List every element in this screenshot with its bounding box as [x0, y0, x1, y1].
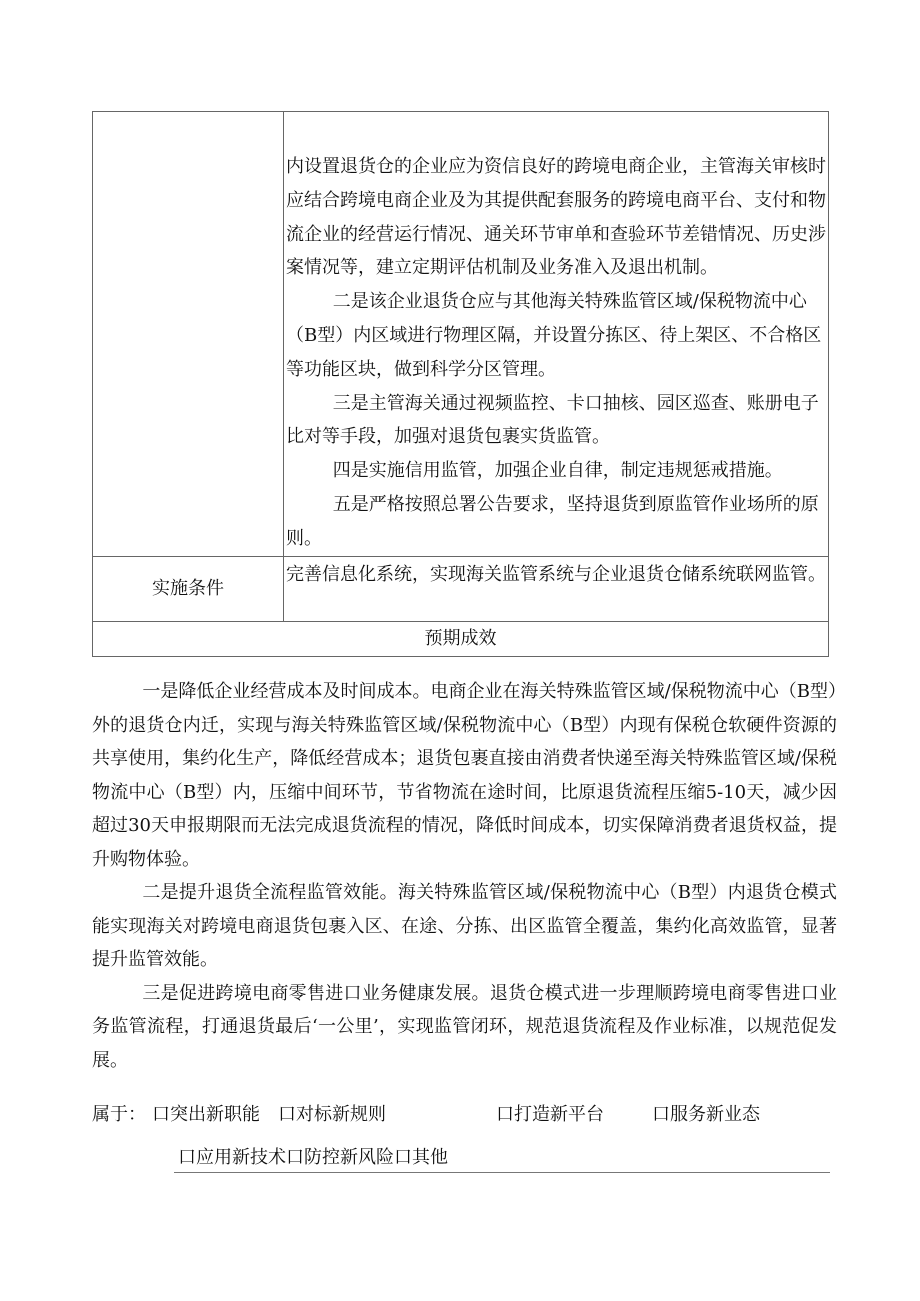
measures-text-cell — [284, 112, 829, 557]
option-other[interactable]: 口其他 — [394, 1147, 448, 1168]
measure-paragraph-5: 五是严格按照总署公告要求，坚持退货到原监管作业场所的原则。 — [286, 493, 819, 549]
category-label: 属于： — [92, 1104, 146, 1125]
expected-header: 预期成效 — [93, 621, 829, 656]
option-new-tech[interactable]: 口应用新技术 — [178, 1147, 286, 1168]
expected-results-body — [92, 675, 837, 1077]
expected-paragraph-2: 二是提升退货全流程监管效能。海关特殊监管区域/保税物流中心（B型）内退货仓模式能实现海关对跨境电商退货包裹入区、在途、分拣、出区监管全覆盖，集约化高效监管，显著提升监管效能。 — [92, 882, 837, 970]
measures-table — [92, 111, 829, 657]
conditions-label: 实施条件 — [93, 556, 284, 621]
category-row-2 — [178, 1143, 448, 1169]
category-row-1 — [92, 1100, 832, 1134]
measure-paragraph-2: 二是该企业退货仓应与其他海关特殊监管区域/保税物流中心（B型）内区域进行物理区隔，并设置分拣区、待上架区、不合格区等功能区块，做到科学分区管理。 — [286, 291, 822, 380]
bottom-divider — [174, 1172, 830, 1173]
conditions-row — [93, 556, 829, 621]
category-selection — [92, 1100, 832, 1168]
conditions-text: 完善信息化系统，实现海关监管系统与企业退货仓储系统联网监管。 — [286, 563, 826, 585]
option-new-platform[interactable]: 口打造新平台 — [496, 1104, 604, 1125]
measure-paragraph-1: 内设置退货仓的企业应为资信良好的跨境电商企业，主管海关审核时应结合跨境电商企业及为其提供配套服务的跨境电商平台、支付和物流企业的经营运行情况、通关环节审单和查验环节差错情况、历史涉案情况等，建立定期评估机制及业务准入及退出机制。 — [286, 156, 826, 279]
option-new-risk[interactable]: 口防控新风险 — [286, 1147, 394, 1168]
measure-paragraph-3: 三是主管海关通过视频监控、卡口抽核、园区巡查、账册电子比对等手段，加强对退货包裹实货监管。 — [286, 392, 819, 448]
conditions-text-cell — [284, 556, 829, 621]
measure-paragraph-4: 四是实施信用监管，加强企业自律，制定违规惩戒措施。 — [332, 460, 783, 482]
expected-paragraph-1: 一是降低企业经营成本及时间成本。电商企业在海关特殊监管区域/保税物流中心（B型）外的退货仓内迁，实现与海关特殊监管区域/保税物流中心（B型）内现有保税仓软硬件资源的共享使用，集约化生产，降低经营成本；退货包裹直接由消费者快递至海关特殊监管区域/保税物流中心（B型）内，压缩中间环节，节省物流在途时间，比原退货流程压缩5-10天，减少因超过30天申报期限而无法完成退货流程的情况，降低时间成本，切实保障消费者退货权益，提升购物体验。 — [92, 681, 837, 870]
option-new-rules[interactable]: 口对标新规则 — [278, 1104, 386, 1125]
option-new-business[interactable]: 口服务新业态 — [652, 1104, 760, 1125]
option-new-function[interactable]: 口突出新职能 — [152, 1104, 260, 1125]
expected-paragraph-3: 三是促进跨境电商零售进口业务健康发展。退货仓模式进一步理顺跨境电商零售进口业务监管流程，打通退货最后‘一公里’，实现监管闭环，规范退货流程及作业标准，以规范促发展。 — [92, 982, 837, 1071]
measures-label-cell — [93, 112, 284, 557]
measures-row — [93, 112, 829, 557]
expected-header-row — [93, 621, 829, 656]
